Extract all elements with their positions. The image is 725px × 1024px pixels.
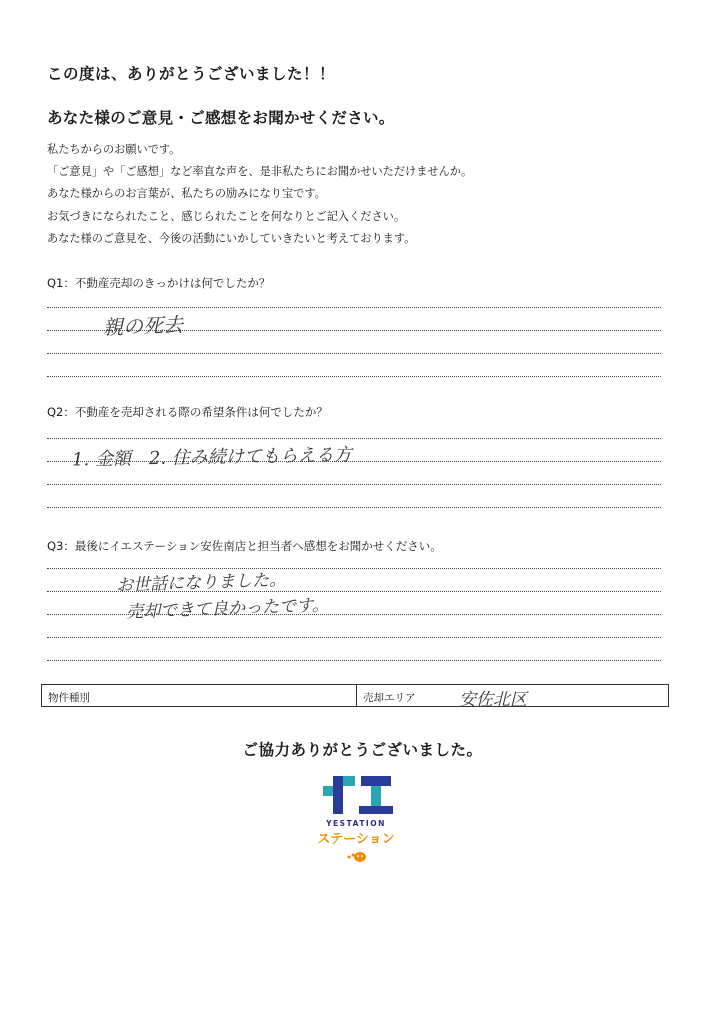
- answer-line: [47, 660, 661, 661]
- question-3-answer-line-2: 売却できて良かったです。: [125, 595, 330, 623]
- yestation-logo: [315, 776, 397, 866]
- logo-mark-icon: [319, 776, 393, 816]
- sale-area-label: 売却エリア: [363, 692, 416, 704]
- answer-line: [47, 568, 661, 569]
- logo-english-text: YESTATION: [326, 819, 386, 828]
- intro-line: 私たちからのお願いです。: [47, 143, 181, 156]
- question-2-label: Q2：不動産を売却される際の希望条件は何でしたか？: [47, 405, 328, 419]
- question-3-label: Q3：最後にイエステーション安佐南店と担当者へ感想をお聞かせください。: [47, 539, 442, 553]
- mascot-icon: [345, 848, 367, 864]
- intro-paragraph: [47, 139, 472, 250]
- question-2-answer: 1. 金額 2. 住み続けてもらえる方: [71, 444, 352, 471]
- intro-line: あなた様のご意見を、今後の活動にいかしていきたいと考えております。: [47, 231, 416, 245]
- property-info-box: [41, 684, 669, 710]
- thanks-heading: この度は、ありがとうございました！！: [47, 65, 336, 83]
- answer-line: [47, 307, 661, 308]
- answer-line: [47, 438, 661, 439]
- question-3-answer-line-1: お世話になりました。: [115, 570, 287, 596]
- intro-line: 「ご意見」や「ご感想」など率直な声を、是非私たちにお聞かせいただけませんか。: [47, 165, 473, 179]
- info-divider: [356, 685, 357, 706]
- intro-line: お気づきになられたこと、感じられたことを何なりとご記入ください。: [47, 209, 406, 223]
- logo-japanese-text: ステーション: [317, 832, 395, 847]
- property-type-label: 物件種別: [48, 692, 90, 704]
- answer-line: [47, 637, 661, 638]
- closing-thanks: ご協力ありがとうございました。: [242, 741, 483, 759]
- sale-area-value: 安佐北区: [459, 690, 527, 710]
- answer-line: [47, 353, 661, 354]
- answer-line: [47, 507, 661, 508]
- intro-line: あなた様からのお言葉が、私たちの励みになり宝です。: [47, 187, 326, 201]
- question-1-label: Q1：不動産売却のきっかけは何でしたか？: [47, 276, 271, 290]
- question-1-answer: 親の死去: [102, 312, 184, 340]
- request-heading: あなた様のご意見・ご感想をお聞かせください。: [47, 109, 395, 127]
- answer-line: [47, 376, 661, 377]
- answer-line: [47, 484, 661, 485]
